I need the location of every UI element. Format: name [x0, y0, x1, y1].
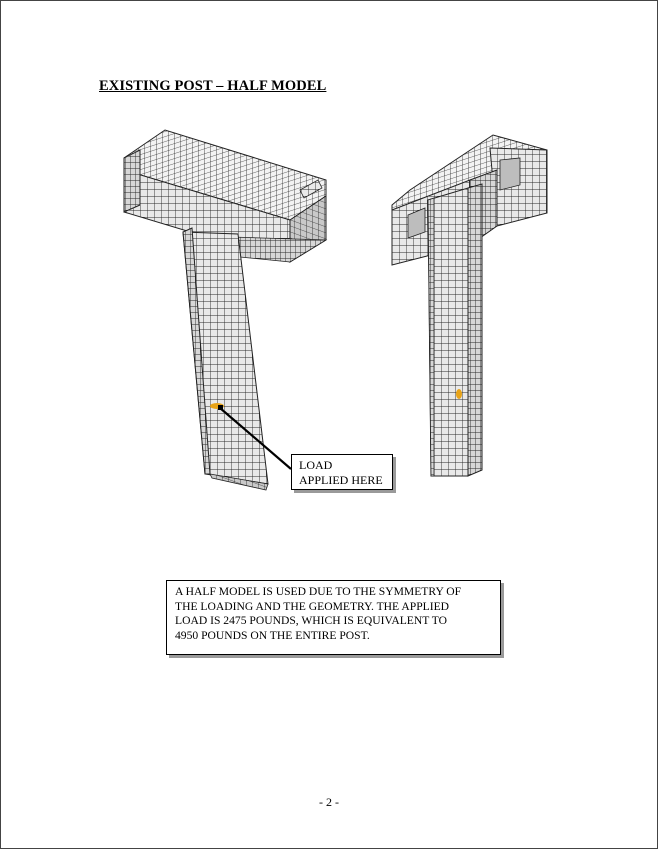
left-fe-model — [124, 130, 326, 490]
note-line-3: LOAD IS 2475 POUNDS, WHICH IS EQUIVALENT TO — [175, 614, 448, 627]
callout-line-2: APPLIED HERE — [299, 473, 383, 487]
load-marker-right — [456, 389, 462, 399]
right-fe-model — [392, 135, 547, 476]
note-line-2: THE LOADING AND THE GEOMETRY. THE APPLIED — [175, 599, 450, 613]
note-line-4: 4950 POUNDS ON THE ENTIRE POST. — [175, 628, 370, 642]
page-number: - 2 - — [319, 795, 339, 809]
page-heading: EXISTING POST – HALF MODEL — [99, 78, 327, 94]
note-line-1: A HALF MODEL IS USED DUE TO THE SYMMETRY OF — [175, 585, 462, 598]
note-box — [166, 580, 501, 655]
callout-line-1: LOAD — [299, 458, 333, 472]
load-callout-box — [291, 454, 393, 490]
